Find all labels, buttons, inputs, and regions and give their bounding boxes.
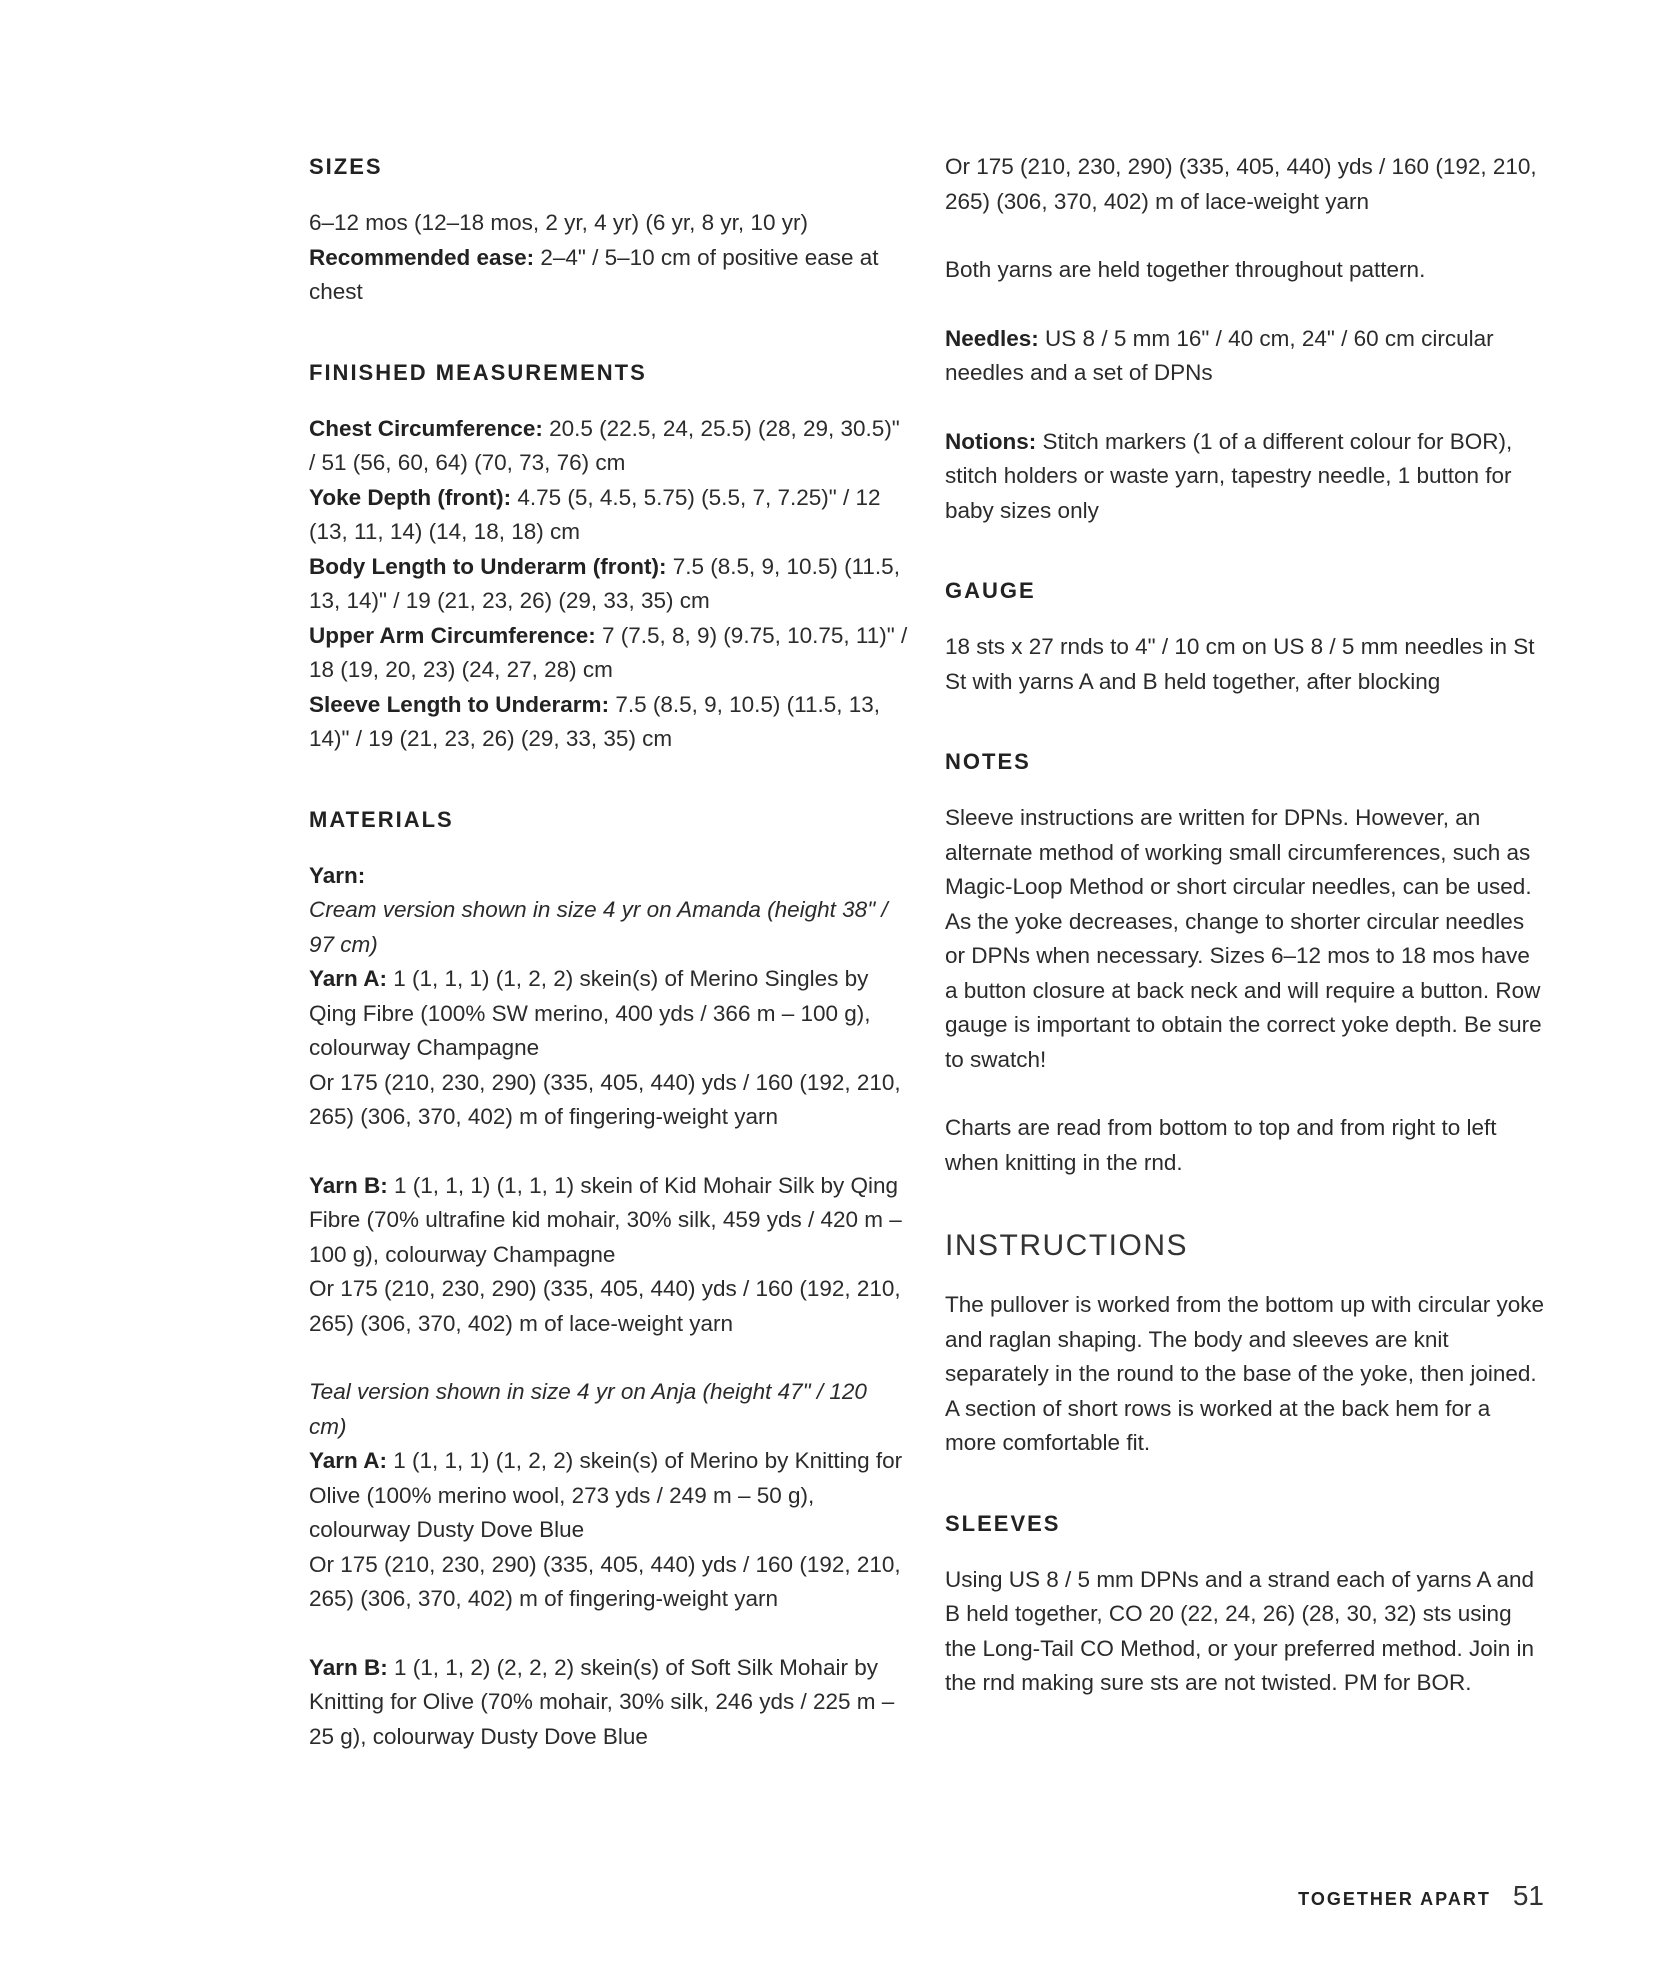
sleeves-text: Using US 8 / 5 mm DPNs and a strand each of yarns A and B held together, CO 20 (22, 24, 26) (28, 30, 32) sts using the Long-Tail CO Method, or your preferred method. Join in the rnd making sure sts are not twisted. PM for BOR.	[945, 1566, 1535, 1695]
measurement-value: 7.5 (8.5, 9, 10.5) (11.5, 13, 14)" / 19 (21, 23, 26) (29, 33, 35) cm	[309, 553, 900, 613]
measurement-label: Chest Circumference:	[309, 415, 543, 441]
yarn-b-text: 1 (1, 1, 2) (2, 2, 2) skein(s) of Soft Silk Mohair by Knitting for Olive (70% mohair, 30% silk, 246 yds / 225 m – 25 g), colourway Dusty Dove Blue	[309, 1654, 895, 1749]
yarn-label: Yarn:	[309, 862, 366, 888]
notions-label: Notions:	[945, 428, 1037, 454]
cream-yarn-a-alt: Or 175 (210, 230, 290) (335, 405, 440) yds / 160 (192, 210, 265) (306, 370, 402) m of fingering-weight yarn	[309, 1069, 901, 1129]
sizes-range: 6–12 mos (12–18 mos, 2 yr, 4 yr) (6 yr, 8 yr, 10 yr)	[309, 210, 808, 235]
notes-paragraph-1: Sleeve instructions are written for DPNs. However, an alternate method of working small circumferences, such as Magic-Loop Method or short circular needles, can be used. As the yoke decreases, change to shorter circular needles or DPNs when necessary. Sizes 6–12 mos to 18 mos have a button closure at back neck and will require a button. Row gauge is important to obtain the correct yoke depth. Be sure to swatch!	[945, 805, 1542, 1072]
measurement-value: 7.5 (8.5, 9, 10.5) (11.5, 13, 14)" / 19 (21, 23, 26) (29, 33, 35) cm	[309, 691, 881, 751]
cream-yarn-b	[309, 1169, 909, 1273]
teal-yarn-b-alt: Or 175 (210, 230, 290) (335, 405, 440) yds / 160 (192, 210, 265) (306, 370, 402) m of lace-weight yarn	[945, 154, 1537, 214]
notes-heading: NOTES	[945, 749, 1031, 774]
measurement-yoke-depth	[309, 481, 909, 550]
needles-text: US 8 / 5 mm 16" / 40 cm, 24" / 60 cm circular needles and a set of DPNs	[945, 325, 1494, 385]
yarn-a-label: Yarn A:	[309, 1448, 387, 1473]
measurement-value: 20.5 (22.5, 24, 25.5) (28, 29, 30.5)" / 51 (56, 60, 64) (70, 73, 76) cm	[309, 415, 900, 475]
teal-yarn-a-alt: Or 175 (210, 230, 290) (335, 405, 440) yds / 160 (192, 210, 265) (306, 370, 402) m of fingering-weight yarn	[309, 1551, 901, 1611]
materials-heading: MATERIALS	[309, 806, 454, 832]
ease-label: Recommended ease:	[309, 244, 535, 270]
gauge-text: 18 sts x 27 rnds to 4" / 10 cm on US 8 / 5 mm needles in St St with yarns A and B held together, after blocking	[945, 634, 1535, 694]
needles-label: Needles:	[945, 325, 1039, 351]
measurement-body-length	[309, 550, 909, 619]
left-column	[309, 150, 909, 1754]
book-title: TOGETHER APART	[1298, 1889, 1491, 1909]
notes-paragraph-2: Charts are read from bottom to top and from right to left when knitting in the rnd.	[945, 1115, 1497, 1175]
measurement-label: Upper Arm Circumference:	[309, 622, 596, 648]
page-footer	[1298, 1880, 1544, 1912]
measurement-label: Sleeve Length to Underarm:	[309, 691, 610, 717]
instructions-text: The pullover is worked from the bottom up with circular yoke and raglan shaping. The body and sleeves are knit separately in the round to the base of the yoke, then joined. A section of short rows is worked at the back hem for a more comfortable fit.	[945, 1292, 1544, 1455]
yarn-a-text: 1 (1, 1, 1) (1, 2, 2) skein(s) of Merino by Knitting for Olive (100% merino wool, 273 yds / 249 m – 50 g), colourway Dusty Dove Blue	[309, 1448, 903, 1542]
sizes-heading: SIZES	[309, 154, 383, 179]
yarn-a-label: Yarn A:	[309, 966, 387, 991]
teal-version-note: Teal version shown in size 4 yr on Anja (height 47" / 120 cm)	[309, 1379, 867, 1439]
sleeves-heading: SLEEVES	[945, 1510, 1061, 1536]
notions	[945, 425, 1545, 529]
instructions-heading: INSTRUCTIONS	[945, 1229, 1188, 1262]
measurement-upper-arm	[309, 619, 909, 688]
held-together-note: Both yarns are held together throughout pattern.	[945, 257, 1426, 282]
teal-yarn-a	[309, 1444, 909, 1548]
page-number: 51	[1512, 1880, 1544, 1911]
measurement-value: 7 (7.5, 8, 9) (9.75, 10.75, 11)" / 18 (19, 20, 23) (24, 27, 28) cm	[309, 622, 908, 682]
yarn-a-text: 1 (1, 1, 1) (1, 2, 2) skein(s) of Merino Singles by Qing Fibre (100% SW merino, 400 yds / 366 m – 100 g), colourway Champagne	[309, 966, 871, 1060]
cream-version-note: Cream version shown in size 4 yr on Amanda (height 38" / 97 cm)	[309, 897, 888, 957]
recommended-ease	[309, 241, 909, 310]
teal-yarn-b	[309, 1651, 909, 1755]
finished-measurements-heading: FINISHED MEASUREMENTS	[309, 359, 647, 385]
yarn-b-label: Yarn B:	[309, 1654, 388, 1680]
cream-yarn-a	[309, 962, 909, 1066]
cream-yarn-b-alt: Or 175 (210, 230, 290) (335, 405, 440) yds / 160 (192, 210, 265) (306, 370, 402) m of lace-weight yarn	[309, 1276, 901, 1336]
notions-text: Stitch markers (1 of a different colour for BOR), stitch holders or waste yarn, tapestry needle, 1 button for baby sizes only	[945, 428, 1513, 523]
right-column	[945, 150, 1545, 1701]
measurement-sleeve-length	[309, 688, 909, 757]
measurement-chest	[309, 412, 909, 481]
ease-value: 2–4" / 5–10 cm of positive ease at chest	[309, 244, 879, 304]
needles	[945, 322, 1545, 391]
yarn-b-label: Yarn B:	[309, 1172, 388, 1198]
measurement-label: Body Length to Underarm (front):	[309, 553, 667, 579]
measurement-value: 4.75 (5, 4.5, 5.75) (5.5, 7, 7.25)" / 12 (13, 11, 14) (14, 18, 18) cm	[309, 484, 881, 544]
measurement-label: Yoke Depth (front):	[309, 484, 512, 510]
yarn-b-text: 1 (1, 1, 1) (1, 1, 1) skein of Kid Mohair Silk by Qing Fibre (70% ultrafine kid mohair, 30% silk, 459 yds / 420 m – 100 g), colourway Champagne	[309, 1172, 902, 1267]
gauge-heading: GAUGE	[945, 578, 1036, 603]
